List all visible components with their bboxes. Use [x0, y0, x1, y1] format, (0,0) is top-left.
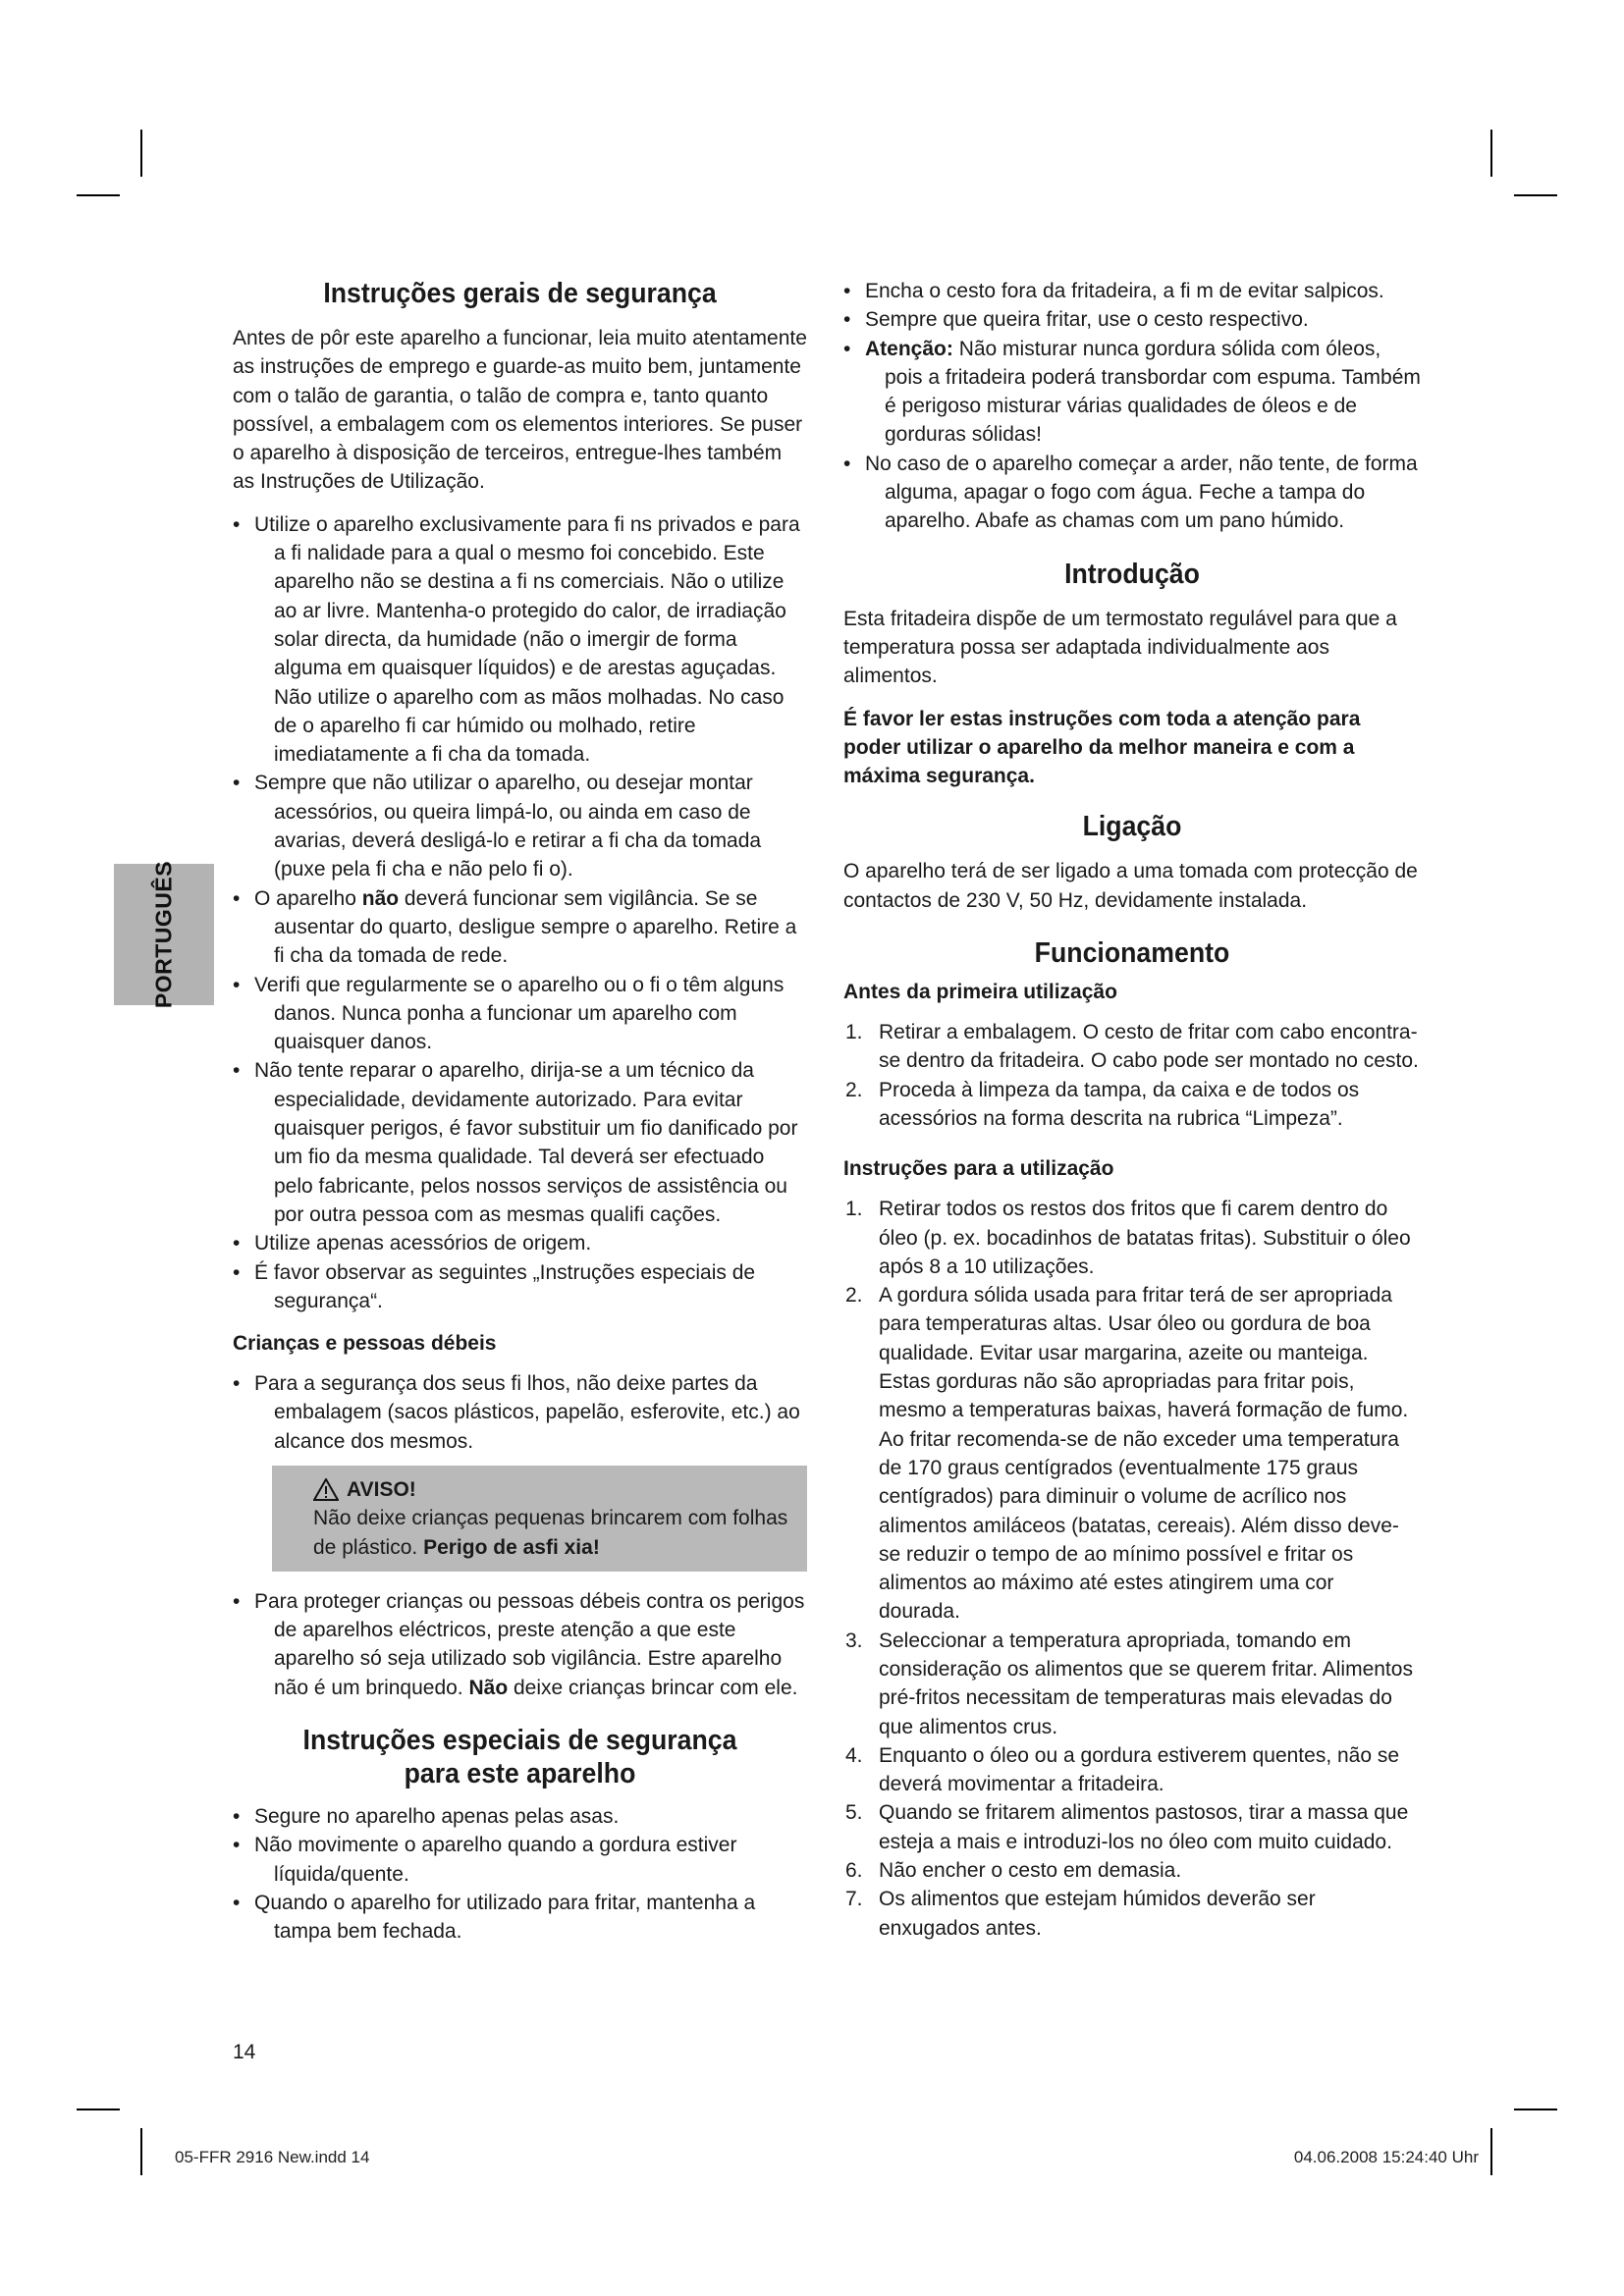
subheading-children: Crianças e pessoas débeis [233, 1332, 497, 1356]
list-text: Retirar todos os restos dos fritos que fi carem dentro do óleo (p. ex. bocadinhos de batatas fritas). Substituir o óleo após 8 a 10 utilizações. [879, 1198, 1411, 1278]
list-item: 3. Seleccionar a temperatura apropriada, tomando em consideração os alimentos que se querem fritar. Alimentos pré-fritos necessitam de temperaturas mais elevadas do que alimentos crus. [845, 1629, 1413, 1738]
list-text: A gordura sólida usada para fritar terá de ser apropriada para temperaturas altas. Usar óleo ou gordura de boa qualidade. Evitar usar margarina, azeite ou manteiga. Estas gorduras não são apropriadas para fritar pois, mesmo a temperaturas baixas, haverá formação de fumo. Ao fritar recomenda-se de não exceder uma temperatura de 170 graus centígrados (eventualmente 175 graus centígrados) para diminuir o volume de acrílico nos alimentos amiláceos (batatas, cereais). Além disso deve-se reduzir o tempo de ao mínimo possível e fritar os alimentos ao máximo até estes atingirem uma cor dourada. [879, 1284, 1409, 1624]
warning-title [313, 1475, 793, 1504]
emphasis: Atenção: [865, 337, 953, 360]
heading-line: Instruções especiais de segurança [302, 1725, 737, 1757]
page-number: 14 [233, 2041, 256, 2063]
list-item: 7. Os alimentos que estejam húmidos deverão ser enxugados antes. [845, 1888, 1316, 1940]
section-heading-connection: Ligação [1082, 811, 1182, 843]
list-item: • É favor observar as seguintes „Instruções especiais de segurança“. [233, 1258, 807, 1316]
section-heading-introduction: Introdução [1064, 558, 1200, 590]
special-safety-list [233, 1802, 807, 1946]
list-text: Os alimentos que estejam húmidos deverão ser enxugados antes. [879, 1888, 1316, 1940]
warning-box [272, 1466, 807, 1572]
crop-mark [1490, 130, 1492, 177]
language-tab-label: PORTUGUÊS [150, 860, 177, 1009]
warning-emphasis: Perigo de asfi xia! [423, 1535, 600, 1559]
list-text: Proceda à limpeza da tampa, da caixa e de todos os acessórios na forma descrita na rubrica “Limpeza”. [879, 1078, 1360, 1130]
intro-paragraph: Antes de pôr este aparelho a funcionar, leia muito atentamente as instruções de emprego e guarde-as muito bem, juntamente com o talão de garantia, o talão de compra e, tanto quanto possível, a embalagem com os elementos interiores. Se puser o aparelho à disposição de terceiros, entregue-lhes também as Instruções de Utilização. [233, 327, 807, 494]
list-item: • Para a segurança dos seus fi lhos, não deixe partes da embalagem (sacos plásticos, papelão, esferovite, etc.) ao alcance dos mesmos. [233, 1369, 807, 1456]
list-item: • Encha o cesto fora da fritadeira, a fi m de evitar salpicos. [843, 277, 1421, 305]
list-item: • Sempre que queira fritar, use o cesto respectivo. [843, 305, 1421, 334]
first-use-list [843, 1018, 1421, 1133]
warning-title-text: AVISO! [347, 1477, 416, 1501]
right-column [843, 277, 1421, 1956]
warning-icon [313, 1478, 339, 1501]
children-list-2 [233, 1587, 807, 1702]
crop-mark [77, 2109, 120, 2110]
list-text: Não encher o cesto em demasia. [879, 1859, 1182, 1883]
warning-body: Não deixe crianças pequenas brincarem com folhas de plástico. [313, 1507, 788, 1559]
list-item: • Não tente reparar o aparelho, dirija-se a um técnico da especialidade, devidamente autorizado. Para evitar quaisquer perigos, é favor substituir um fio danificado por um fio da mesma qualidade. Tal deverá ser efectuado pelo fabricante, pelos nossos serviços de assistência ou por outra pessoa com as mesmas qualifi cações. [233, 1056, 807, 1229]
connection-paragraph: O aparelho terá de ser ligado a uma tomada com protecção de contactos de 230 V, 50 Hz, devidamente instalada. [843, 860, 1418, 912]
footer-file: 05-FFR 2916 New.indd 14 [175, 2148, 370, 2166]
section-heading-operation: Funcionamento [1034, 937, 1230, 970]
heading-line: para este aparelho [404, 1758, 636, 1790]
section-heading-special-safety [255, 1724, 784, 1790]
left-column [233, 277, 807, 1960]
subheading-usage: Instruções para a utilização [843, 1157, 1114, 1181]
list-text: Seleccionar a temperatura apropriada, tomando em consideração os alimentos que se querem fritar. Alimentos pré-fritos necessitam de temperaturas mais elevadas do que alimentos crus. [879, 1629, 1413, 1738]
emphasis: não [361, 886, 400, 910]
language-tab [114, 860, 214, 1009]
list-item: • Utilize o aparelho exclusivamente para fi ns privados e para a fi nalidade para a qual o mesmo foi concebido. Este aparelho não se destina a fi ns comerciais. Não o utilize ao ar livre. Mantenha-o protegido do calor, de irradiação solar directa, da humidade (não o imergir de forma alguma em quaisquer líquidos) e de arestas aguçadas. Não utilize o aparelho com as mãos molhadas. No caso de o aparelho fi car húmido ou molhado, retire imediatamente a fi cha da tomada. [233, 510, 807, 770]
list-item: 2. A gordura sólida usada para fritar terá de ser apropriada para temperaturas altas. Usar óleo ou gordura de boa qualidade. Evitar usar margarina, azeite ou manteiga. Estas gorduras não são apropriadas para fritar pois, mesmo a temperaturas baixas, haverá formação de fumo. Ao fritar recomenda-se de não exceder uma temperatura de 170 graus centígrados (eventualmente 175 graus centígrados) para diminuir o volume de acrílico nos alimentos amiláceos (batatas, cereais). Além disso deve-se reduzir o tempo de ao mínimo possível e fritar os alimentos ao máximo até estes atingirem uma cor dourada. [845, 1284, 1409, 1624]
list-item: • Não movimente o aparelho quando a gordura estiver líquida/quente. [233, 1831, 807, 1889]
list-text: Retirar a embalagem. O cesto de fritar com cabo encontra-se dentro da fritadeira. O cabo pode ser montado no cesto. [879, 1021, 1419, 1073]
list-text: Enquanto o óleo ou a gordura estiverem quentes, não se deverá movimentar a fritadeira. [879, 1743, 1400, 1796]
special-safety-list-cont [843, 277, 1421, 536]
list-item: 1. Retirar a embalagem. O cesto de fritar com cabo encontra-se dentro da fritadeira. O cabo pode ser montado no cesto. [845, 1021, 1419, 1073]
list-item: • Segure no aparelho apenas pelas asas. [233, 1802, 807, 1831]
crop-mark [1514, 2109, 1557, 2110]
list-item: 1. Retirar todos os restos dos fritos que fi carem dentro do óleo (p. ex. bocadinhos de batatas fritas). Substituir o óleo após 8 a 10 utilizações. [845, 1198, 1411, 1278]
children-list [233, 1369, 807, 1456]
footer-datetime: 04.06.2008 15:24:40 Uhr [1293, 2148, 1479, 2166]
general-safety-list [233, 510, 807, 1315]
crop-mark [140, 130, 142, 177]
warning-text [313, 1504, 793, 1562]
list-item: 5. Quando se fritarem alimentos pastosos, tirar a massa que esteja a mais e introduzi-los no óleo com muito cuidado. [845, 1801, 1409, 1853]
list-item [843, 335, 1421, 450]
list-item: 6. Não encher o cesto em demasia. [845, 1859, 1182, 1883]
list-item [233, 1587, 807, 1702]
list-text: deixe crianças brincar com ele. [508, 1676, 798, 1699]
usage-list [843, 1195, 1421, 1943]
list-item: • Utilize apenas acessórios de origem. [233, 1229, 807, 1257]
list-text: Quando se fritarem alimentos pastosos, tirar a massa que esteja a mais e introduzi-los no óleo com muito cuidado. [879, 1801, 1409, 1853]
crop-mark [1514, 194, 1557, 196]
list-item: • Sempre que não utilizar o aparelho, ou desejar montar acessórios, ou queira limpá-lo, ou ainda em caso de avarias, deverá desligá-lo e retirar a fi cha da tomada (puxe pela fi cha e não pelo fi o). [233, 769, 807, 883]
list-text: deverá funcionar sem vigilância. Se se ausentar do quarto, desligue sempre o aparelho. Retire a fi cha da tomada de rede. [274, 886, 797, 968]
list-text: Para proteger crianças ou pessoas débeis contra os perigos de aparelhos eléctricos, preste atenção a que este aparelho só seja utilizado sob vigilância. Estre aparelho não é um brinquedo. [254, 1589, 805, 1699]
crop-mark [1490, 2128, 1492, 2175]
list-item: • Verifi que regularmente se o aparelho ou o fi o têm alguns danos. Nunca ponha a funcionar um aparelho com quaisquer danos. [233, 971, 807, 1057]
list-text: Não misturar nunca gordura sólida com óleos, pois a fritadeira poderá transbordar com espuma. Também é perigoso misturar várias qualidades de óleos e de gorduras sólidas! [885, 337, 1421, 447]
subheading-first-use: Antes da primeira utilização [843, 981, 1117, 1004]
list-item: • Quando o aparelho for utilizado para fritar, mantenha a tampa bem fechada. [233, 1889, 807, 1947]
list-item: 4. Enquanto o óleo ou a gordura estiverem quentes, não se deverá movimentar a fritadeira. [845, 1743, 1400, 1796]
introduction-notice: É favor ler estas instruções com toda a atenção para poder utilizar o aparelho da melhor maneira e com a máxima segurança. [843, 707, 1361, 788]
introduction-paragraph: Esta fritadeira dispõe de um termostato regulável para que a temperatura possa ser adaptada individualmente aos alimentos. [843, 607, 1397, 688]
list-text: O aparelho [254, 886, 362, 910]
list-item: 2. Proceda à limpeza da tampa, da caixa e de todos os acessórios na forma descrita na rubrica “Limpeza”. [845, 1078, 1360, 1130]
emphasis: Não [468, 1676, 509, 1699]
crop-mark [140, 2128, 142, 2175]
list-item [233, 884, 807, 971]
section-heading-general-safety: Instruções gerais de segurança [323, 278, 717, 309]
list-item: • No caso de o aparelho começar a arder, não tente, de forma alguma, apagar o fogo com água. Feche a tampa do aparelho. Abafe as chamas com um pano húmido. [843, 450, 1421, 536]
crop-mark [77, 194, 120, 196]
